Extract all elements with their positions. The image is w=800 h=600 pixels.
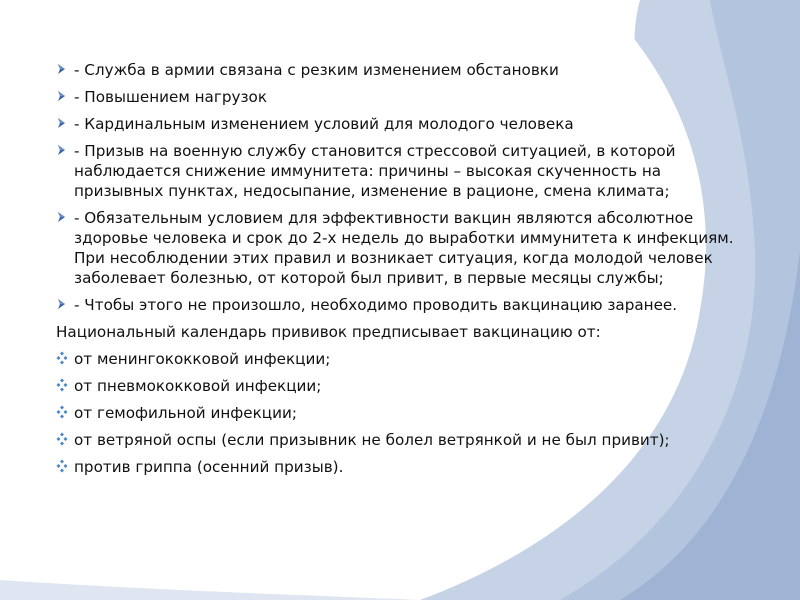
diamond-bullet-icon xyxy=(56,458,68,474)
list-item-text: - Обязательным условием для эффективности вакцин являются абсолютное здоровье человека и срок до 2-х недель до выработки иммунитета к инфекциям. При несоблюдении этих правил и возникает ситуация, когда молодой человек заболевает болезнью, от которой был привит, в первые месяцы службы; xyxy=(74,209,734,287)
arrow-bullet-icon xyxy=(56,88,68,104)
bullet-list xyxy=(56,60,736,484)
list-heading xyxy=(56,322,736,342)
list-item-text: - Призыв на военную службу становится стрессовой ситуацией, в которой наблюдается снижение иммунитета: причины – высокая скученность на призывных пунктах, недосыпание, изменение в рационе, смена климата; xyxy=(74,142,676,200)
list-item xyxy=(56,295,736,315)
list-item-text: против гриппа (осенний призыв). xyxy=(74,458,344,476)
list-item-text: - Чтобы этого не произошло, необходимо проводить вакцинацию заранее. xyxy=(74,296,678,314)
list-item xyxy=(56,376,736,396)
list-item xyxy=(56,349,736,369)
list-item xyxy=(56,141,736,201)
diamond-bullet-icon xyxy=(56,404,68,420)
list-item xyxy=(56,60,736,80)
arrow-bullet-icon xyxy=(56,296,68,312)
diamond-bullet-icon xyxy=(56,350,68,366)
list-item-text: - Повышением нагрузок xyxy=(74,88,268,106)
arrow-bullet-icon xyxy=(56,142,68,158)
list-item xyxy=(56,457,736,477)
list-heading-text: Национальный календарь прививок предписывает вакцинацию от: xyxy=(56,323,601,341)
list-item-text: - Служба в армии связана с резким изменением обстановки xyxy=(74,61,559,79)
list-item xyxy=(56,430,736,450)
arrow-bullet-icon xyxy=(56,61,68,77)
list-item xyxy=(56,114,736,134)
list-item-text: от гемофильной инфекции; xyxy=(74,404,297,422)
list-item-text: от менингококковой инфекции; xyxy=(74,350,331,368)
list-item-text: - Кардинальным изменением условий для молодого человека xyxy=(74,115,574,133)
list-item xyxy=(56,403,736,423)
list-item-text: от ветряной оспы (если призывник не болел ветрянкой и не был привит); xyxy=(74,431,670,449)
diamond-bullet-icon xyxy=(56,431,68,447)
list-item-text: от пневмококковой инфекции; xyxy=(74,377,322,395)
arrow-bullet-icon xyxy=(56,209,68,225)
list-item xyxy=(56,87,736,107)
list-item xyxy=(56,208,736,288)
arrow-bullet-icon xyxy=(56,115,68,131)
diamond-bullet-icon xyxy=(56,377,68,393)
